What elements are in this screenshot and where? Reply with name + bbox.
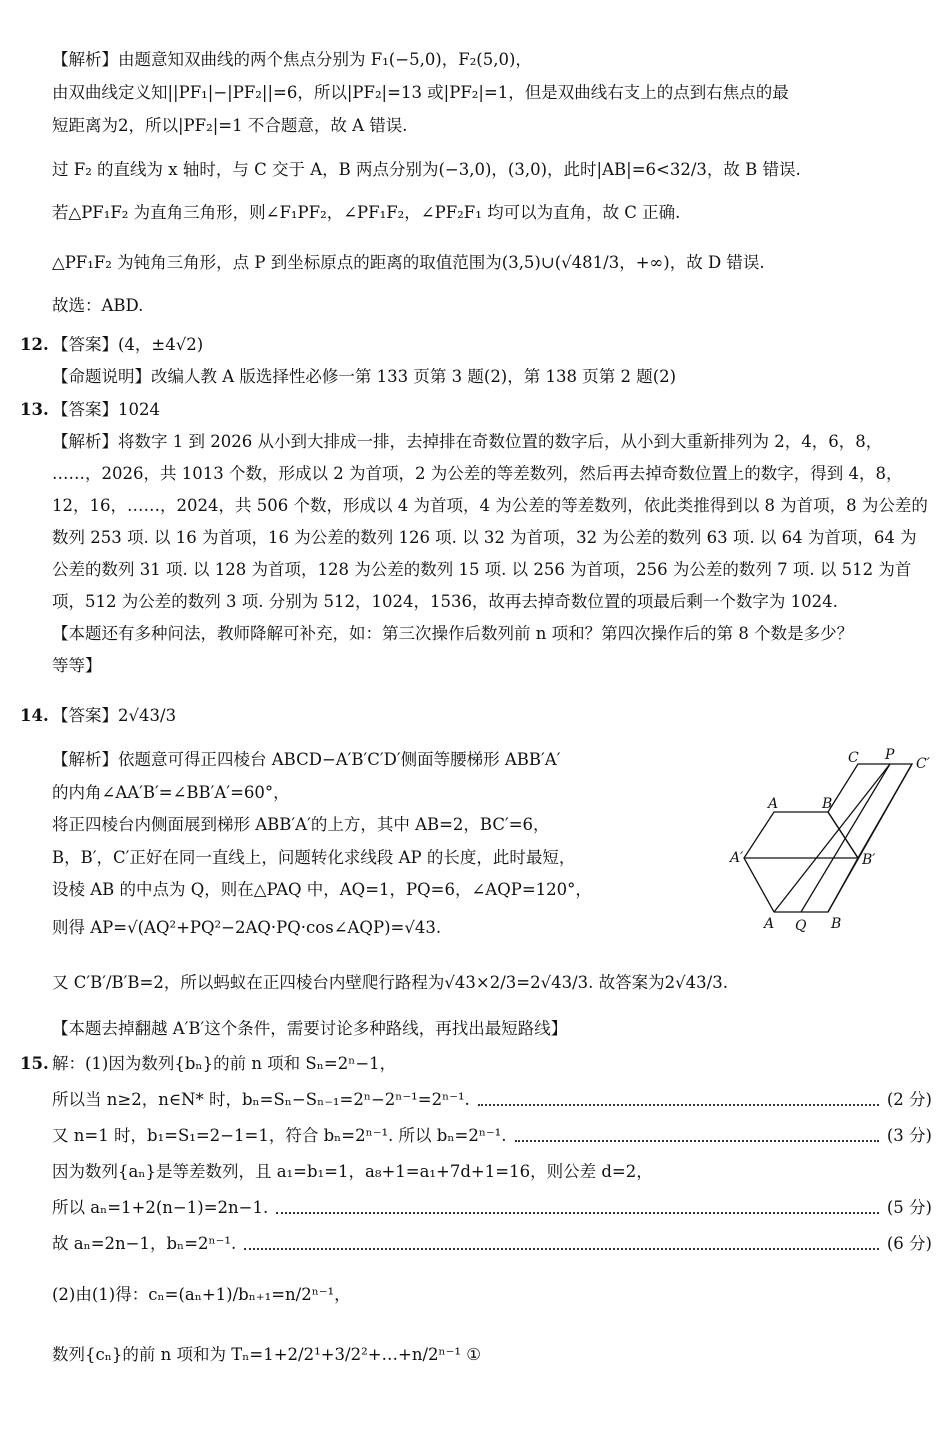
note-12: 【命题说明】改编人教 A 版选择性必修一第 133 页第 3 题(2)，第 138 页第 2 题(2) [52, 367, 677, 386]
parallelogram-outline [828, 764, 912, 858]
line-b-c2 [828, 764, 912, 912]
analysis-14-line-1: 【解析】依题意可得正四棱台 ABCD−A′B′C′D′侧面等腰梯形 ABB′A′ [52, 750, 561, 769]
score-leader-dots [276, 1202, 879, 1214]
score-3: (3 分) [886, 1126, 932, 1145]
label-p: P [885, 747, 895, 763]
label-b-bottom: B [831, 916, 842, 932]
score-2: (2 分) [886, 1090, 932, 1109]
label-c: C [848, 750, 859, 766]
label-a-prime: A′ [730, 850, 744, 866]
answer-12: 【答案】(4，±4√2) [52, 335, 204, 354]
label-c-prime: C′ [916, 756, 930, 772]
solution-15-line-5 [52, 1195, 932, 1221]
analysis-13-line-1: 【解析】将数字 1 到 2026 从小到大排成一排，去掉排在奇数位置的数字后，从小到大重新排列为 2，4，6，8， [52, 432, 883, 451]
analysis-11-line-1: 【解析】由题意知双曲线的两个焦点分别为 F₁(−5,0)，F₂(5,0)， [52, 50, 532, 69]
score-leader-dots [244, 1238, 879, 1250]
solution-15-line-3-text: 又 n=1 时，b₁=S₁=2−1=1，符合 bₙ=2ⁿ⁻¹. 所以 bₙ=2ⁿ⁻¹. [52, 1126, 507, 1145]
label-b-top: B [822, 796, 833, 812]
label-q: Q [795, 918, 807, 934]
analysis-11-line-2: 由双曲线定义知||PF₁|−|PF₂||=6，所以|PF₂|=13 或|PF₂|=1，但是双曲线右支上的点到右焦点的最 [52, 83, 789, 102]
line-q-p [801, 764, 890, 912]
analysis-11-line-6: △PF₁F₂ 为钝角三角形，点 P 到坐标原点的距离的取值范围为(3,5)∪(√481/3，+∞)，故 D 错误. [52, 253, 765, 272]
answer-13: 【答案】1024 [52, 400, 160, 419]
analysis-13-line-3: 12，16，……，2024，共 506 个数，形成以 4 为首项，4 为公差的等差数列，依此类推得到以 8 为首项，8 为公差的 [52, 496, 928, 515]
line-a-p [774, 764, 890, 912]
analysis-13-line-5: 公差的数列 31 项. 以 128 为首项，128 为公差的数列 15 项. 以 256 为首项，256 为公差的数列 7 项. 以 512 为首 [52, 560, 912, 579]
analysis-14-line-2: 的内角∠AA′B′=∠BB′A′=60°， [52, 783, 290, 802]
question-number-15: 15. [20, 1054, 49, 1073]
solution-15-line-3 [52, 1123, 932, 1149]
label-a-top: A [768, 796, 779, 812]
solution-15-line-1: 解：(1)因为数列{bₙ}的前 n 项和 Sₙ=2ⁿ−1， [52, 1054, 397, 1073]
question-number-12: 12. [20, 335, 49, 354]
analysis-14-line-7: 又 C′B′/B′B=2，所以蚂蚁在正四棱台内壁爬行路程为√43×2/3=2√43/3. 故答案为2√43/3. [52, 973, 728, 992]
remark-13-line-2: 等等】 [52, 656, 102, 675]
analysis-11-line-3: 短距离为2，所以|PF₂|=1 不合题意，故 A 错误. [52, 116, 408, 135]
solution-15-line-2 [52, 1087, 932, 1113]
label-a-bottom: A [764, 916, 775, 932]
score-leader-dots [478, 1094, 879, 1106]
answer-14: 【答案】2√43/3 [52, 706, 177, 725]
score-leader-dots [515, 1130, 879, 1142]
analysis-13-line-4: 数列 253 项. 以 16 为首项，16 为公差的数列 126 项. 以 32 为首项，32 为公差的数列 63 项. 以 64 为首项，64 为 [52, 528, 917, 547]
question-number-14: 14. [20, 706, 49, 725]
analysis-11-conclusion: 故选：ABD. [52, 296, 144, 315]
score-5: (5 分) [886, 1198, 932, 1217]
label-b-prime: B′ [862, 852, 876, 868]
analysis-14-line-5: 设棱 AB 的中点为 Q，则在△PAQ 中，AQ=1，PQ=6，∠AQP=120°， [52, 880, 592, 899]
analysis-13-line-2: ……，2026，共 1013 个数，形成以 2 为首项，2 为公差的等差数列，然后再去掉奇数位置上的数字，得到 4，8， [52, 464, 903, 483]
solution-15-part-2-line-1: (2)由(1)得：cₙ=(aₙ+1)/bₙ₊₁=n/2ⁿ⁻¹， [52, 1285, 351, 1304]
analysis-13-line-6: 项，512 为公差的数列 3 项. 分别为 512，1024，1536，故再去掉奇数位置的项最后剩一个数字为 1024. [52, 592, 838, 611]
remark-14: 【本题去掉翻越 A′B′这个条件，需要讨论多种路线，再找出最短路线】 [52, 1019, 568, 1038]
score-6: (6 分) [886, 1234, 932, 1253]
solution-15-line-6-text: 故 aₙ=2n−1，bₙ=2ⁿ⁻¹. [52, 1234, 237, 1253]
solution-15-line-4: 因为数列{aₙ}是等差数列，且 a₁=b₁=1，a₈+1=a₁+7d+1=16，则公差 d=2， [52, 1162, 653, 1181]
solution-15-line-6 [52, 1231, 932, 1257]
analysis-14-line-3: 将正四棱台内侧面展到梯形 ABB′A′的上方，其中 AB=2，BC′=6， [52, 815, 550, 834]
question-number-13: 13. [20, 400, 49, 419]
solution-15-line-5-text: 所以 aₙ=1+2(n−1)=2n−1. [52, 1198, 269, 1217]
solution-15-line-2-text: 所以当 n≥2，n∈N* 时，bₙ=Sₙ−Sₙ₋₁=2ⁿ−2ⁿ⁻¹=2ⁿ⁻¹. [52, 1090, 470, 1109]
remark-13-line-1: 【本题还有多种问法，教师降解可补充，如：第三次操作后数列前 n 项和？第四次操作后的第 8 个数是多少？ [52, 624, 854, 643]
analysis-11-line-5: 若△PF₁F₂ 为直角三角形，则∠F₁PF₂，∠PF₁F₂，∠PF₂F₁ 均可以为直角，故 C 正确. [52, 203, 681, 222]
frustum-unfolding-figure [728, 746, 938, 936]
solution-15-part-2-line-2: 数列{cₙ}的前 n 项和为 Tₙ=1+2/2¹+3/2²+…+n/2ⁿ⁻¹ ① [52, 1345, 482, 1364]
analysis-14-line-6: 则得 AP=√(AQ²+PQ²−2AQ·PQ·cos∠AQP)=√43. [52, 918, 442, 937]
analysis-11-line-4: 过 F₂ 的直线为 x 轴时，与 C 交于 A，B 两点分别为(−3,0)，(3,0)，此时|AB|=6<32/3，故 B 错误. [52, 160, 801, 179]
analysis-14-line-4: B，B′，C′正好在同一直线上，问题转化求线段 AP 的长度，此时最短， [52, 848, 576, 867]
